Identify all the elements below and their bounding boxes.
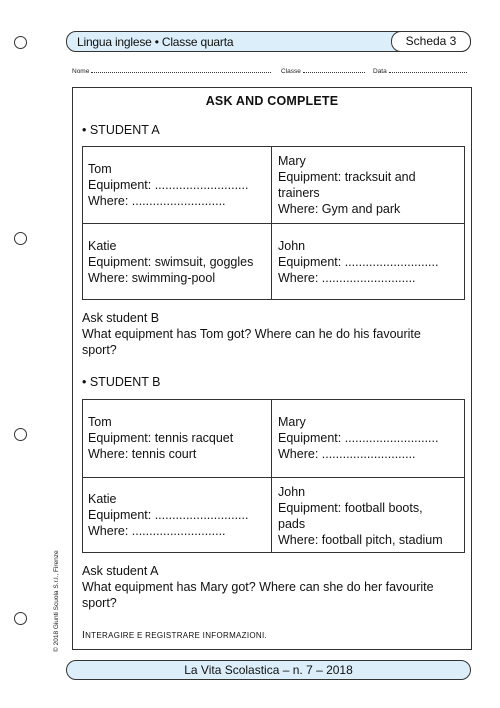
student-a-cell-john [278, 238, 438, 286]
student-b-cell-john [278, 484, 443, 548]
cell-equipment: Equipment: tennis racquet [88, 431, 234, 445]
ask-question-line1: What equipment has Tom got? Where can he do his favourite [82, 327, 421, 341]
ask-label: Ask student A [82, 564, 159, 578]
ask-question-line1: What equipment has Mary got? Where can she do her favourite [82, 580, 434, 594]
header-title: Lingua inglese • Classe quarta [77, 35, 234, 49]
cell-where: Where: Gym and park [278, 202, 401, 216]
cell-equipment[interactable]: Equipment: ........................... [88, 178, 249, 192]
cell-where: Where: swimming-pool [88, 271, 216, 285]
data-field[interactable] [373, 68, 467, 75]
student-a-heading: • STUDENT A [82, 123, 160, 137]
student-b-cell-mary [278, 414, 438, 462]
objective-text: NTERAGIRE E REGISTRARE INFORMAZIONI. [85, 631, 268, 640]
ask-label: Ask student B [82, 311, 160, 325]
cell-where[interactable]: Where: ........................... [278, 271, 416, 285]
ask-question-line2: sport? [82, 596, 117, 610]
cell-equipment: Equipment: football boots, [278, 501, 423, 515]
cell-where[interactable]: Where: ........................... [278, 447, 416, 461]
nome-field[interactable] [72, 68, 271, 75]
cell-name: Mary [278, 154, 306, 168]
cell-name: Mary [278, 415, 306, 429]
student-a-cell-mary [278, 153, 416, 217]
cell-where: Where: tennis court [88, 447, 197, 461]
cell-equipment[interactable]: Equipment: ........................... [278, 431, 439, 445]
student-b-question [82, 563, 467, 611]
cell-equipment: Equipment: swimsuit, goggles [88, 255, 254, 269]
student-b-heading: • STUDENT B [82, 375, 161, 389]
cell-name: Katie [88, 239, 117, 253]
footer-bar: La Vita Scolastica – n. 7 – 2018 [66, 660, 471, 680]
cell-where[interactable]: Where: ........................... [88, 194, 226, 208]
cell-equipment[interactable]: Equipment: ........................... [278, 255, 439, 269]
cell-equipment: Equipment: tracksuit and [278, 170, 416, 184]
header-bar [66, 31, 471, 52]
nome-label: Nome [72, 68, 90, 75]
data-label: Data [373, 68, 387, 75]
classe-field[interactable] [281, 68, 365, 75]
worksheet-frame [72, 87, 472, 650]
cell-where: Where: football pitch, stadium [278, 533, 443, 547]
ask-question-line2: sport? [82, 343, 117, 357]
binder-hole-2 [14, 232, 27, 245]
copyright-notice: © 2018 Giunti Scuola S.r.l., Firenze [53, 550, 60, 652]
cell-name: John [278, 239, 306, 253]
learning-objective [82, 630, 267, 641]
binder-hole-1 [14, 36, 27, 49]
student-b-cell-tom [88, 414, 233, 462]
cell-name: Tom [88, 415, 112, 429]
cell-equipment-cont: trainers [278, 186, 320, 200]
student-a-cell-katie [88, 238, 253, 286]
cell-name: Katie [88, 492, 117, 506]
cell-equipment-cont: pads [278, 517, 306, 531]
classe-label: Classe [281, 68, 301, 75]
binder-hole-4 [14, 612, 27, 625]
scheda-label: Scheda 3 [391, 31, 471, 52]
student-b-cell-katie [88, 491, 248, 539]
cell-name: Tom [88, 162, 112, 176]
student-b-table [82, 399, 465, 553]
worksheet-title: ASK AND COMPLETE [205, 94, 339, 108]
student-a-cell-tom [88, 161, 248, 209]
student-a-table [82, 146, 465, 300]
student-a-question [82, 310, 467, 358]
objective-initial: I [82, 630, 86, 641]
cell-name: John [278, 485, 306, 499]
cell-equipment[interactable]: Equipment: ........................... [88, 508, 249, 522]
cell-where[interactable]: Where: ........................... [88, 524, 226, 538]
binder-hole-3 [14, 428, 27, 441]
